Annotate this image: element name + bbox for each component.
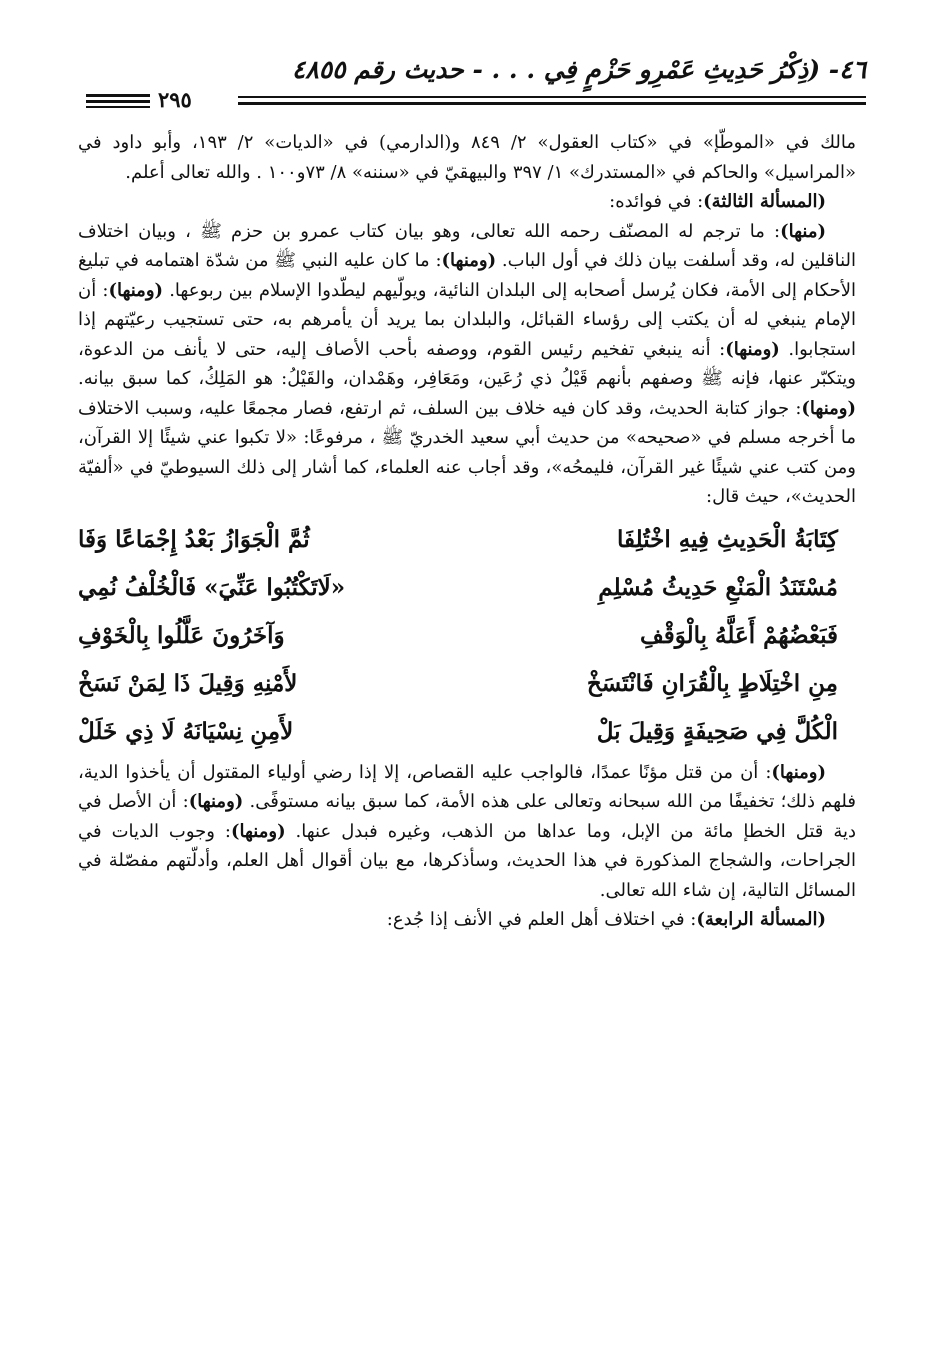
verse-first-hemistich: مِنِ اخْتِلَاطٍ بِالْقُرَانِ فَانْتَسَخْ [586,669,838,697]
section-heading: (ومنها) [188,791,244,812]
poem-verse [78,708,856,756]
section-heading: (ومنها) [441,250,497,271]
paragraph-text: : أن الإمام ينبغي له أن يكتب إلى رؤساء القبائل، والبلدان بما يريد أن يأمرهم به، حتى تستجيب رعيّتهم إذا استجابوا. [78,279,857,360]
verse-second-hemistich: «لَاتَكْتُبُوا عَنِّيَ» فَالْخُلْفُ نُمِي [78,573,346,601]
section-heading: (ومنها) [231,820,286,842]
poem-verse [78,612,856,660]
paragraph [78,128,856,187]
section-heading: (ومنها) [725,338,780,360]
verse-first-hemistich: الْكُلَّ فِي صَحِيفَةٍ وَقِيلَ بَلْ [596,717,838,745]
header-rule-left [86,94,150,97]
paragraphs-before [78,128,856,512]
header-rule-thin [238,96,866,98]
paragraph-text: : في اختلاف أهل العلم في الأنف إذا جُدع: [386,909,697,930]
paragraph-text: : في فوائده: [609,191,704,212]
paragraph-text: : جواز كتابة الحديث، وقد كان فيه خلاف بين السلف، ثم ارتفع، فصار مجمعًا عليه، وسبب الاختلاف ما أخرجه مسلم في «صحيحه» من حديث أبي سعيد الخدريّ ﷺ ، مرفوعًا: «لا تكبوا عني شيئًا إلا القرآن، ومن كتب عني شيئًا غير القرآن، فليمحُه»، وقد أجاب عنه العلماء، كما أشار إلى ذلك السيوطيّ في «ألفيّة الحديث»، حيث قال: [78,397,856,507]
verse-second-hemistich: لأَمِنِ نِسْيَانَهُ لَا ذِي خَلَلْ [78,717,294,745]
running-header [86,52,866,112]
paragraph [78,217,856,512]
chapter-title: ٤٦- (ذِكْرُ حَدِيثِ عَمْرِو حَزْمٍ فِي . . . - حديث رقم ٤٨٥٥ [291,55,866,84]
paragraph-text: : ما كان عليه النبي ﷺ من شدّة اهتمامه في تبليغ الأحكام إلى الأمة، فكان يُرسل أصحابه إلى البلدان النائية، ويولّيهم ليطّدوا الإسلام بين ربوعها. [78,250,856,301]
paragraph [78,758,856,906]
paragraph-text: : أن من قتل مؤنًا عمدًا، فالواجب عليه القصاص، إلا إذا رضي أولياء المقتول أن يأخذوا الدية، فلهم ذلك؛ تخفيفًا من الله سبحانه وتعالى على هذه الأمة، كما سبق بيانه مستوفًى. [78,761,857,812]
body-text [78,128,856,935]
poem-verse [78,660,856,708]
verse-first-hemistich: مُسْتَنَدُ الْمَنْعِ حَدِيثُ مُسْلِمِ [598,573,838,601]
page-number: ٢٩٥ [158,87,192,112]
paragraph-text: : أنه ينبغي تفخيم رئيس القوم، ووصفه بأحب الأصاف إليه، حتى لا يأنف من الدعوة، ويتكبّر عنها، فإنه ﷺ وصفهم بأنهم قَيْلُ ذي رُعَين، ومَعَافِر، وهَمْدان، والقَيْلُ: هو المَلِكُ، كما سبق بيانه. [78,338,856,389]
header-rule-left [86,106,150,108]
section-heading: (منها) [780,220,826,242]
verse-second-hemistich: ثُمَّ الْجَوَازُ بَعْدُ إِجْمَاعًا وَفَا [78,525,310,553]
paragraph-text: : أن الأصل في دية قتل الخطإ مائة من الإبل، وما عداها من الذهب، وغيره فبدل عنها. [78,791,856,842]
paragraph-text: : ما ترجم له المصنّف رحمه الله تعالى، وهو بيان كتاب عمرو بن حزم ﷺ ، وبيان اختلاف الناقلين له، وقد أسلفت بيان ذلك في أول الباب. [78,220,856,271]
paragraphs-after [78,758,856,935]
poem [78,516,856,756]
paragraph-text: مالك في «الموطّإ» في «كتاب العقول» ٢/ ٨٤٩ و(الدارمي) في «الديات» ٢/ ١٩٣، وأبو داود في «المراسيل» والحاكم في «المستدرك» ١/ ٣٩٧ والبيهقيّ في «سننه» ٨/ ٧٣و١٠٠ . والله تعالى أعلم. [78,132,856,183]
poem-verse [78,564,856,612]
section-heading: (ومنها) [108,279,164,301]
section-heading: (ومنها) [801,397,856,419]
header-rule-thick [238,102,866,105]
verse-second-hemistich: وَآخَرُونَ عَلَّلُوا بِالْخَوْفِ [78,621,285,649]
paragraph [78,905,856,935]
verse-first-hemistich: فَبَعْضُهُمْ أَعَلَّهُ بِالْوَقْفِ [639,621,838,649]
section-heading: (المسألة الرابعة) [696,909,826,930]
poem-verse [78,516,856,564]
paragraph [78,187,856,217]
header-rule-left [86,100,150,103]
section-heading: (المسألة الثالثة) [703,191,826,212]
verse-second-hemistich: لأَمْنِهِ وَقِيلَ ذَا لِمَنْ نَسَخْ [78,669,298,697]
section-heading: (ومنها) [771,761,826,783]
paragraph-text: : وجوب الديات في الجراحات، والشجاج المذكورة في هذا الحديث، وسأذكرها، مع بيان أقوال أهل العلم، وأدلّتهم مفصّلة في المسائل التالية، إن شاء الله تعالى. [78,820,856,901]
verse-first-hemistich: كِتَابَةُ الْحَدِيثِ فِيهِ اخْتُلِفَا [616,525,838,553]
